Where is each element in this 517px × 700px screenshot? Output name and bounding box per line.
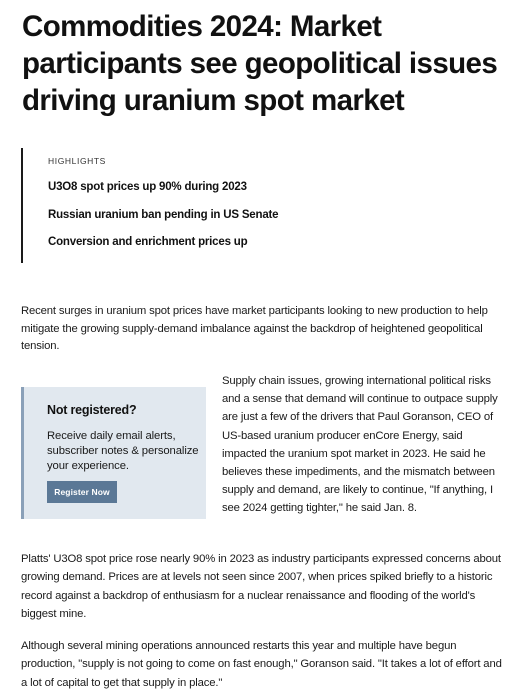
- registration-title: Not registered?: [47, 403, 137, 417]
- highlight-item: Conversion and enrichment prices up: [48, 236, 248, 248]
- mining-paragraph: Although several mining operations announced restarts this year and multiple have begun production, "supply is not going to come on fast enough," Goranson said. "It takes a lot of effort and a lot of capital to get that supply in place.": [21, 640, 502, 689]
- highlights-box: [21, 148, 493, 263]
- highlights-label: HIGHLIGHTS: [48, 156, 106, 166]
- registration-callout: [21, 387, 206, 519]
- highlight-item: Russian uranium ban pending in US Senate: [48, 209, 279, 221]
- register-now-button[interactable]: Register Now: [47, 481, 117, 503]
- price-paragraph: Platts' U3O8 spot price rose nearly 90% in 2023 as industry participants expressed concerns about growing demand. Prices are at levels not seen since 2007, when prices spiked briefly to a historic record against a backdrop of enthusiasm for a nuclear renaissance and flooding of the world's biggest mine.: [21, 553, 501, 620]
- intro-paragraph: Recent surges in uranium spot prices have market participants looking to new production to help mitigate the growing supply-demand imbalance against the backdrop of heightened geopolitical tension.: [21, 305, 488, 352]
- registration-description: Receive daily email alerts, subscriber notes & personalize your experience.: [47, 430, 199, 472]
- highlight-item: U3O8 spot prices up 90% during 2023: [48, 181, 247, 193]
- supply-chain-paragraph: Supply chain issues, growing international political risks and a sense that demand will continue to outpace supply are just a few of the drivers that Paul Goranson, CEO of US-based uranium producer enCore Energy, said impacted the uranium spot market in 2023. He said he believes these impediments, and the mismatch between supply and demand, are likely to continue, "If anything, I see 2024 getting tighter," he said Jan. 8.: [222, 375, 498, 515]
- article-headline: Commodities 2024: Market participants see geopolitical issues driving uranium spot market: [22, 10, 498, 117]
